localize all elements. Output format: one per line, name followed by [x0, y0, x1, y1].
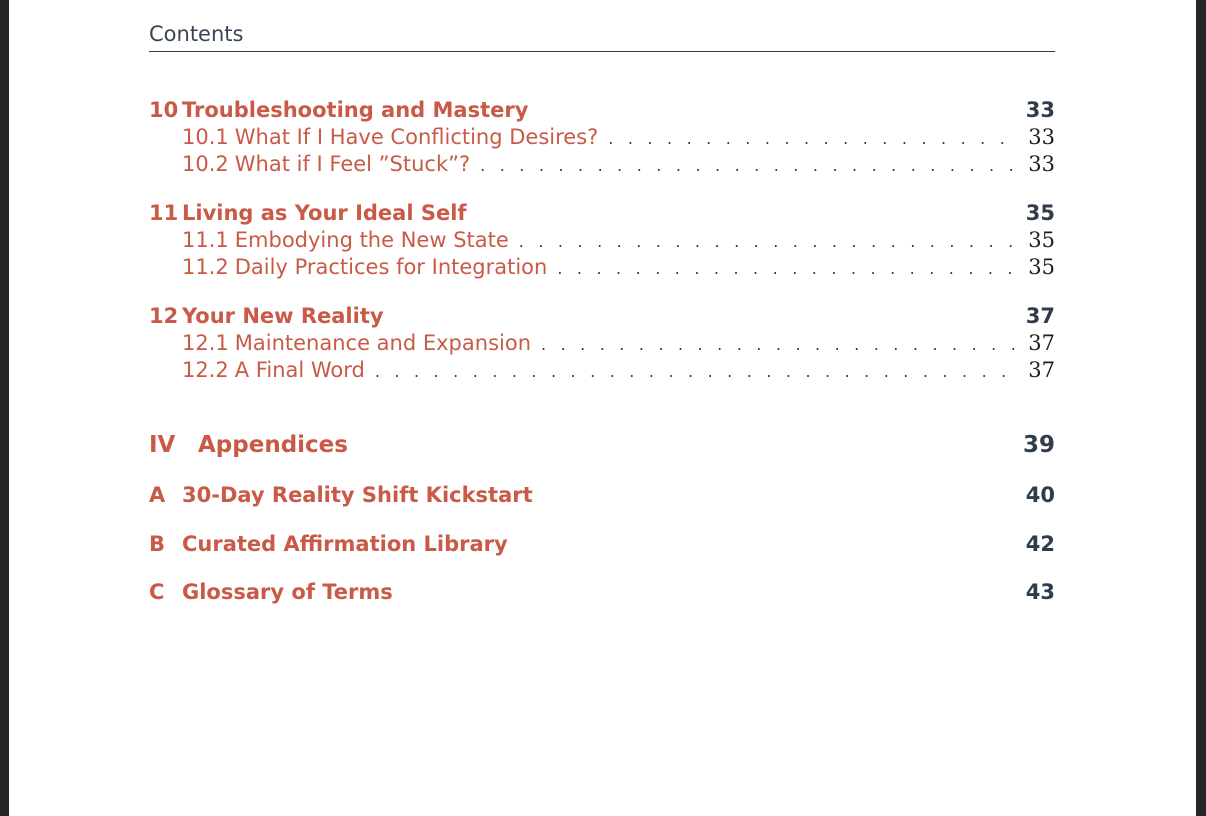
toc-chapter-12[interactable]: [149, 304, 1055, 328]
toc-section-10-2[interactable]: [149, 152, 1055, 176]
chapter-number: 12: [149, 304, 179, 328]
page-number: 37: [1028, 358, 1055, 382]
section-number: 12.1: [182, 331, 229, 355]
toc-part-iv[interactable]: [149, 432, 1055, 458]
section-title: Maintenance and Expansion: [234, 331, 532, 355]
chapter-number: 10: [149, 98, 179, 122]
page-number: 40: [1025, 483, 1055, 507]
dot-leader: [519, 232, 1020, 251]
section-number: 10.2: [182, 152, 229, 176]
page-number: 35: [1025, 201, 1055, 225]
page-number: 43: [1025, 580, 1055, 604]
page-number: 33: [1025, 98, 1055, 122]
section-number: 12.2: [182, 358, 229, 382]
page-number: 39: [1022, 432, 1055, 458]
appendix-letter: C: [149, 580, 165, 604]
page-number: 37: [1025, 304, 1055, 328]
page-number: 35: [1028, 228, 1055, 252]
part-title: Appendices: [198, 432, 348, 458]
section-title: Daily Practices for Integration: [234, 255, 548, 279]
running-header: [149, 21, 1055, 52]
toc-section-11-2[interactable]: [149, 255, 1055, 279]
page-number: 35: [1028, 255, 1055, 279]
toc-section-11-1[interactable]: [149, 228, 1055, 252]
chapter-title: Living as Your Ideal Self: [182, 201, 467, 225]
toc-section-12-2[interactable]: [149, 358, 1055, 382]
dot-leader: [480, 156, 1020, 175]
toc-chapter-10[interactable]: [149, 98, 1055, 122]
toc-chapter-11[interactable]: [149, 201, 1055, 225]
section-title: Embodying the New State: [234, 228, 509, 252]
document-page: [9, 0, 1196, 816]
section-number: 10.1: [182, 125, 229, 149]
dot-leader: [608, 129, 1020, 148]
toc-appendix-a[interactable]: [149, 483, 1055, 507]
dot-leader: [557, 259, 1020, 278]
appendix-title: Curated Affirmation Library: [182, 532, 508, 556]
page-number: 33: [1028, 152, 1055, 176]
toc-section-12-1[interactable]: [149, 331, 1055, 355]
appendix-letter: A: [149, 483, 166, 507]
page-number: 37: [1028, 331, 1055, 355]
section-number: 11.2: [182, 255, 229, 279]
section-title: A Final Word: [234, 358, 365, 382]
chapter-title: Troubleshooting and Mastery: [182, 98, 529, 122]
dot-leader: [541, 335, 1020, 354]
appendix-letter: B: [149, 532, 166, 556]
page-number: 33: [1028, 125, 1055, 149]
toc-appendix-b[interactable]: [149, 532, 1055, 556]
toc-section-10-1[interactable]: [149, 125, 1055, 149]
header-title: Contents: [149, 22, 244, 46]
chapter-title: Your New Reality: [182, 304, 384, 328]
toc-appendix-c[interactable]: [149, 580, 1055, 604]
section-number: 11.1: [182, 228, 229, 252]
appendix-title: Glossary of Terms: [182, 580, 393, 604]
chapter-number: 11: [149, 201, 179, 225]
part-number: IV: [149, 432, 176, 458]
dot-leader: [375, 362, 1020, 381]
page-number: 42: [1025, 532, 1055, 556]
section-title: What If I Have Conflicting Desires?: [234, 125, 599, 149]
section-title: What if I Feel ”Stuck”?: [234, 152, 471, 176]
appendix-title: 30-Day Reality Shift Kickstart: [182, 483, 533, 507]
